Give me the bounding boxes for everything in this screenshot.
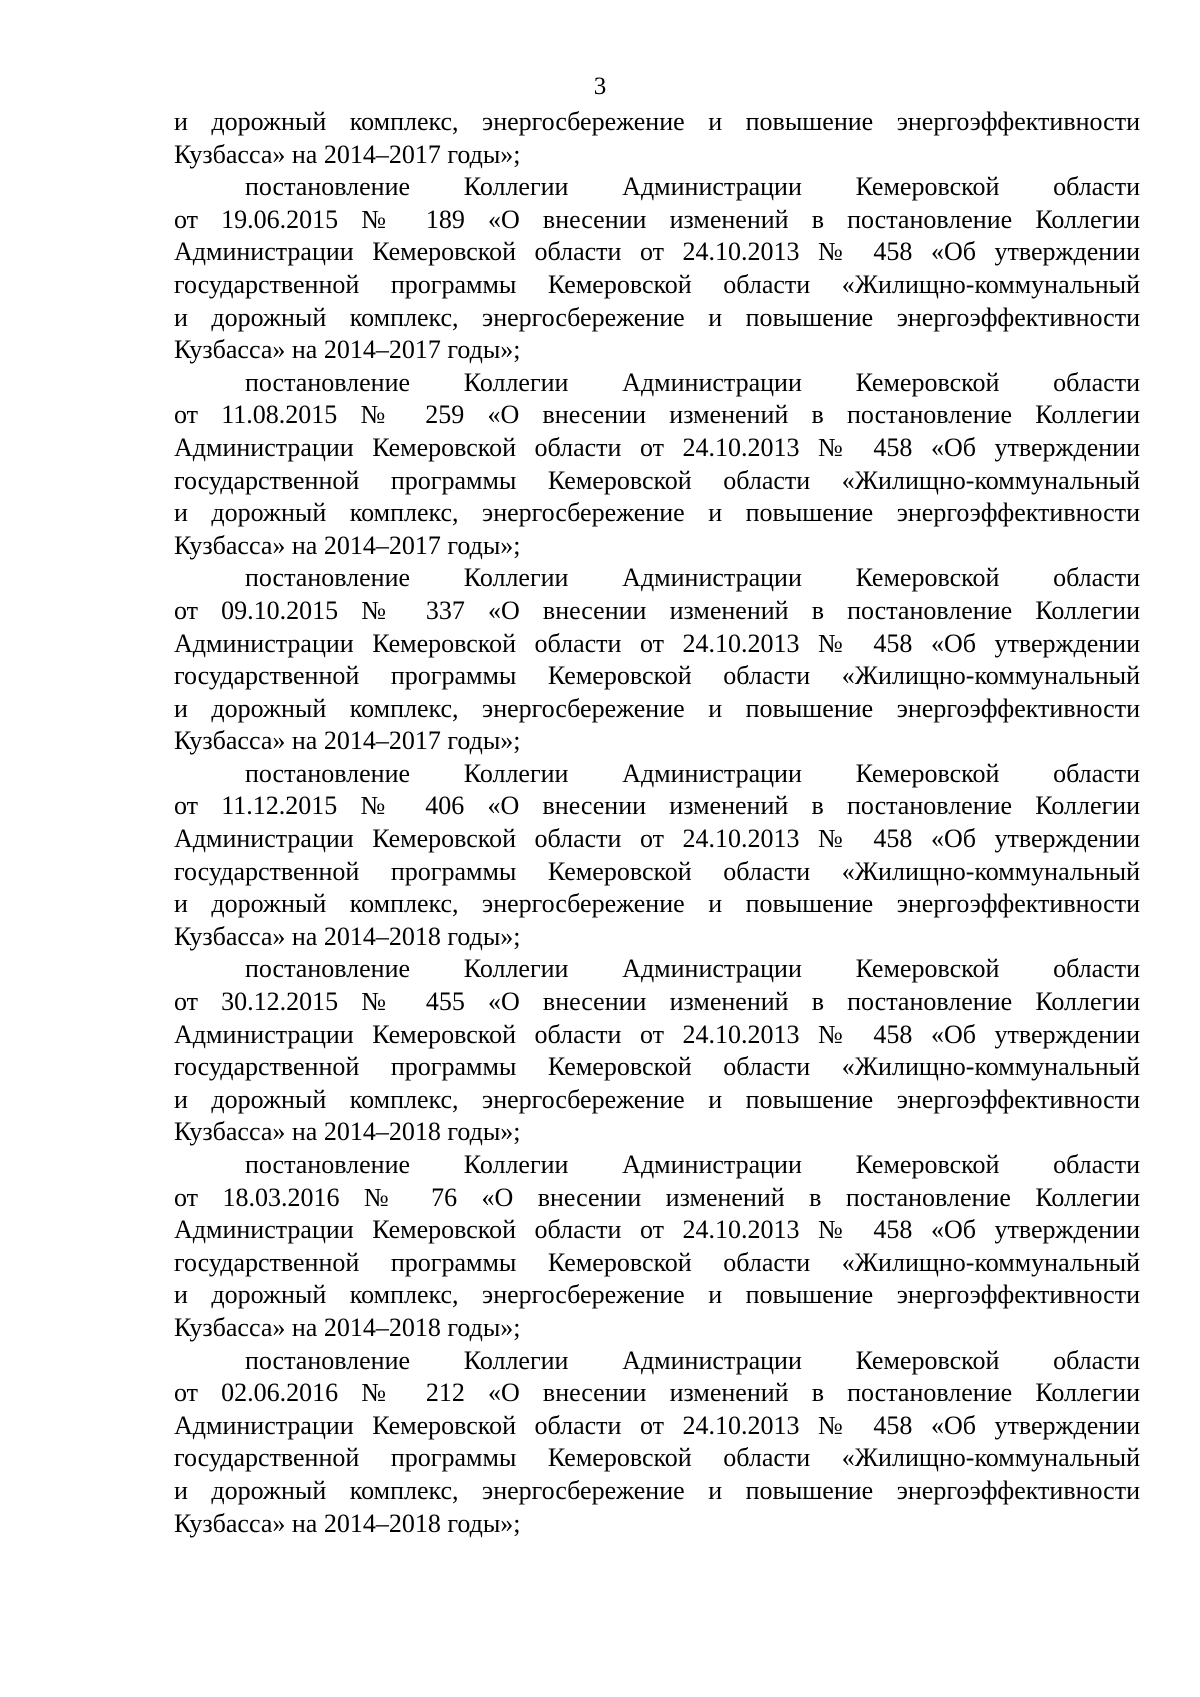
text-line: государственной программы Кемеровской области «Жилищно-коммунальный <box>174 1247 1140 1277</box>
text-line: постановление Коллегии Администрации Кемеровской области <box>245 367 1140 397</box>
resolution-entry <box>174 171 1140 367</box>
document-body <box>174 106 1140 1540</box>
text-line: государственной программы Кемеровской области «Жилищно-коммунальный <box>174 661 1140 691</box>
page-number: 3 <box>593 73 607 100</box>
text-line: государственной программы Кемеровской области «Жилищно-коммунальный <box>174 269 1140 299</box>
text-line: от 11.12.2015 № 406 «О внесении изменений в постановление Коллегии <box>174 791 1140 821</box>
text-line: Администрации Кемеровской области от 24.10.2013 № 458 «Об утверждении <box>174 1410 1140 1440</box>
text-line: и дорожный комплекс, энергосбережение и повышение энергоэффективности <box>174 889 1140 919</box>
text-line: Кузбасса» на 2014–2017 годы»; <box>174 726 521 756</box>
resolution-entry <box>174 953 1140 1149</box>
text-line: постановление Коллегии Администрации Кемеровской области <box>245 1150 1140 1179</box>
text-line: постановление Коллегии Администрации Кемеровской области <box>245 758 1140 788</box>
text-line: постановление Коллегии Администрации Кемеровской области <box>245 954 1140 984</box>
resolution-entry <box>174 562 1140 758</box>
text-line: от 09.10.2015 № 337 «О внесении изменений в постановление Коллегии <box>174 595 1140 625</box>
text-line: Кузбасса» на 2014–2018 годы»; <box>174 1508 521 1538</box>
text-line: от 19.06.2015 № 189 «О внесении изменений в постановление Коллегии <box>174 204 1140 234</box>
text-line: постановление Коллегии Администрации Кемеровской области <box>245 563 1140 593</box>
text-line: постановление Коллегии Администрации Кемеровской области <box>245 172 1140 202</box>
text-line: от 18.03.2016 № 76 «О внесении изменений в постановление Коллегии <box>174 1182 1140 1212</box>
text-line: от 11.08.2015 № 259 «О внесении изменений в постановление Коллегии <box>174 400 1140 430</box>
text-line: Кузбасса» на 2014–2018 годы»; <box>174 1117 521 1147</box>
text-line: государственной программы Кемеровской области «Жилищно-коммунальный <box>174 465 1140 495</box>
resolution-entry <box>174 1345 1140 1541</box>
text-line: Администрации Кемеровской области от 24.10.2013 № 458 «Об утверждении <box>174 628 1140 658</box>
text-line: Кузбасса» на 2014–2018 годы»; <box>174 921 521 951</box>
text-line: и дорожный комплекс, энергосбережение и повышение энергоэффективности <box>174 107 1140 136</box>
text-line: постановление Коллегии Администрации Кемеровской области <box>245 1345 1140 1375</box>
text-line: Кузбасса» на 2014–2017 годы»; <box>174 139 521 169</box>
resolution-entry <box>174 367 1140 563</box>
text-line: и дорожный комплекс, энергосбережение и повышение энергоэффективности <box>174 1475 1140 1505</box>
resolution-entry <box>174 758 1140 954</box>
text-line: Администрации Кемеровской области от 24.10.2013 № 458 «Об утверждении <box>174 237 1140 267</box>
text-line: от 02.06.2016 № 212 «О внесении изменений в постановление Коллегии <box>174 1378 1140 1408</box>
text-line: государственной программы Кемеровской области «Жилищно-коммунальный <box>174 1052 1140 1082</box>
text-line: государственной программы Кемеровской области «Жилищно-коммунальный <box>174 856 1140 886</box>
text-line: от 30.12.2015 № 455 «О внесении изменений в постановление Коллегии <box>174 987 1140 1017</box>
text-line: Администрации Кемеровской области от 24.10.2013 № 458 «Об утверждении <box>174 1215 1140 1245</box>
resolution-entry <box>174 1149 1140 1345</box>
text-line: и дорожный комплекс, энергосбережение и повышение энергоэффективности <box>174 1084 1140 1114</box>
text-line: и дорожный комплекс, энергосбережение и повышение энергоэффективности <box>174 302 1140 332</box>
text-line: Администрации Кемеровской области от 24.10.2013 № 458 «Об утверждении <box>174 824 1140 854</box>
text-line: Кузбасса» на 2014–2017 годы»; <box>174 530 521 560</box>
text-line: государственной программы Кемеровской области «Жилищно-коммунальный <box>174 1443 1140 1473</box>
text-line: и дорожный комплекс, энергосбережение и повышение энергоэффективности <box>174 498 1140 528</box>
text-line: и дорожный комплекс, энергосбережение и повышение энергоэффективности <box>174 693 1140 723</box>
continuation-paragraph <box>174 106 1140 171</box>
text-line: и дорожный комплекс, энергосбережение и повышение энергоэффективности <box>174 1280 1140 1310</box>
text-line: Администрации Кемеровской области от 24.10.2013 № 458 «Об утверждении <box>174 1019 1140 1049</box>
text-line: Кузбасса» на 2014–2018 годы»; <box>174 1312 521 1342</box>
text-line: Администрации Кемеровской области от 24.10.2013 № 458 «Об утверждении <box>174 432 1140 462</box>
text-line: Кузбасса» на 2014–2017 годы»; <box>174 335 521 365</box>
